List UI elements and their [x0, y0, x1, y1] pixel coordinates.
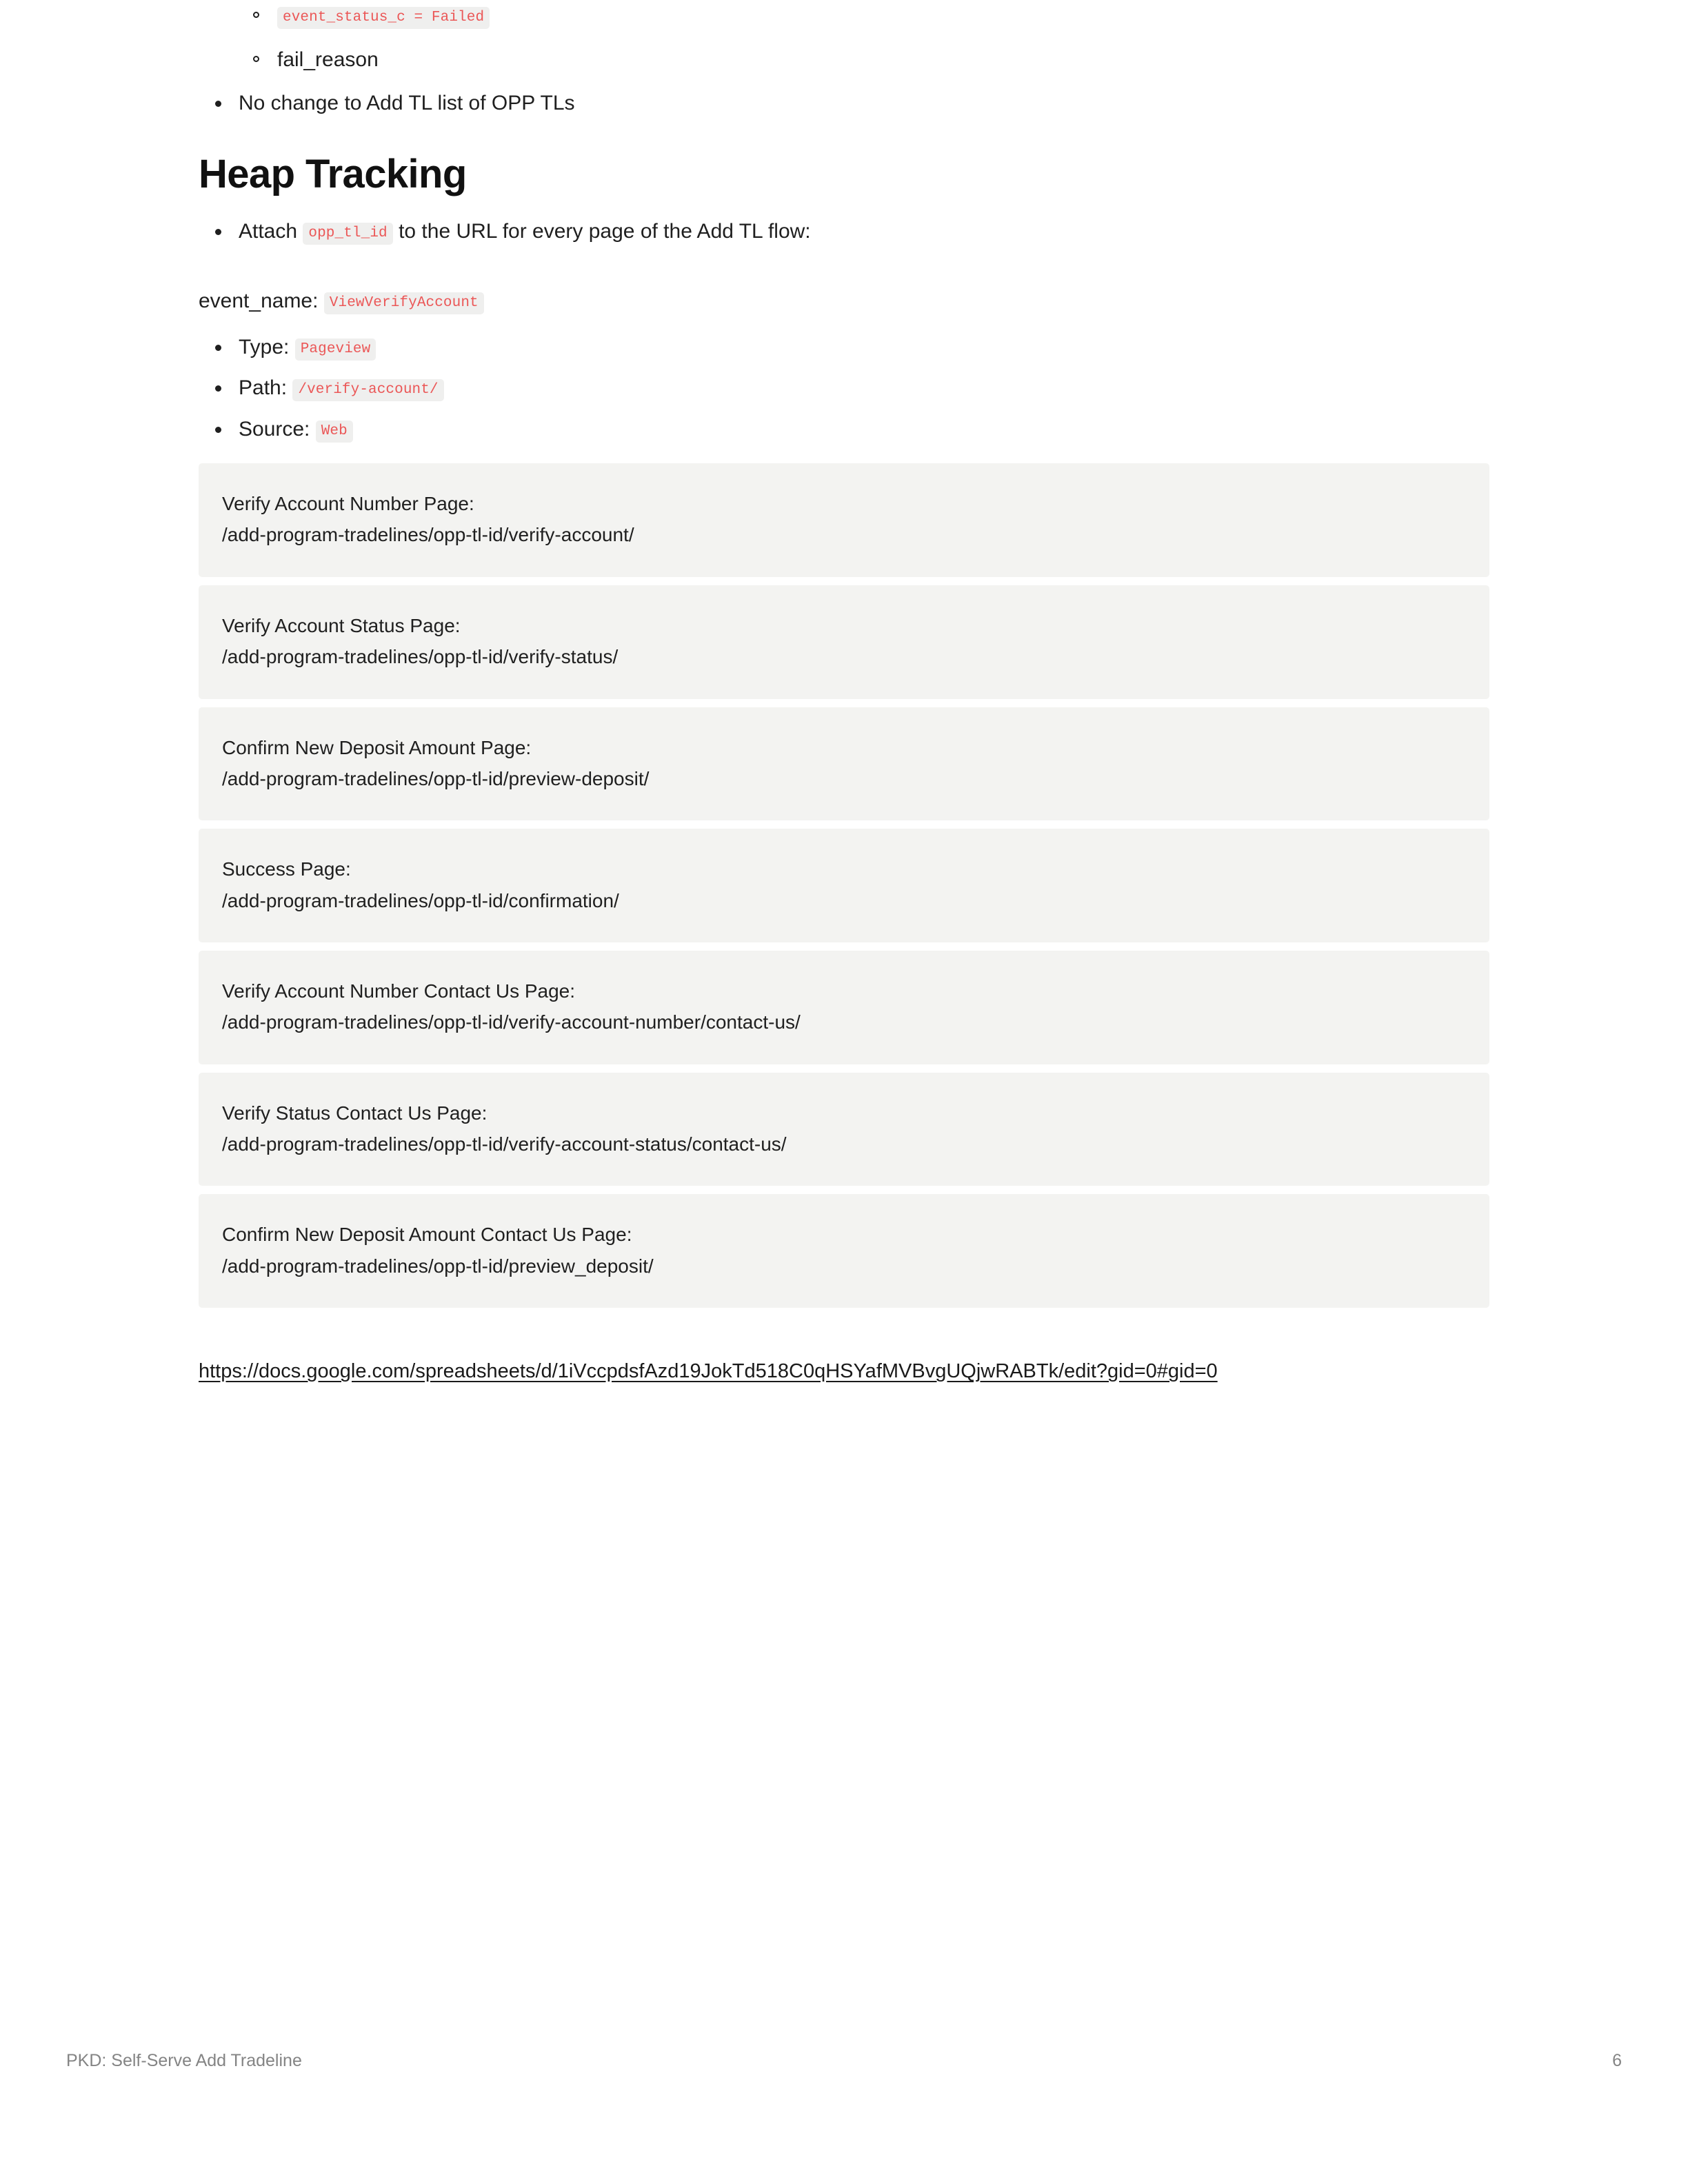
callout-path: /add-program-tradelines/opp-tl-id/verify-account-number/contact-us/: [222, 1011, 801, 1033]
event-properties-list: [199, 332, 1489, 446]
callout-path: /add-program-tradelines/opp-tl-id/verify-status/: [222, 646, 619, 668]
callout-title: Success Page:: [222, 858, 351, 880]
callout-path: /add-program-tradelines/opp-tl-id/confirmation/: [222, 889, 619, 911]
code-chip: ViewVerifyAccount: [324, 292, 484, 314]
event-name-row: [199, 285, 1489, 316]
code-chip: Pageview: [295, 338, 376, 361]
property-label: Type:: [239, 335, 290, 358]
callout-title: Verify Account Number Contact Us Page:: [222, 980, 576, 1002]
callout-title: Confirm New Deposit Amount Contact Us Page:: [222, 1224, 632, 1246]
callout-block: [199, 463, 1489, 577]
list-item: [199, 332, 1489, 364]
callout-path: /add-program-tradelines/opp-tl-id/preview-deposit/: [222, 767, 650, 789]
footer-document-title: PKD: Self-Serve Add Tradeline: [66, 2051, 302, 2070]
callout-title: Verify Account Status Page:: [222, 614, 461, 636]
carryover-sublist-wrapper: [237, 0, 1489, 76]
page-footer: [66, 2051, 1622, 2071]
code-chip: Web: [316, 421, 353, 443]
footer-page-number: 6: [1612, 2051, 1622, 2070]
list-item: [237, 0, 1489, 32]
list-item: [199, 414, 1489, 446]
callout-block: [199, 829, 1489, 942]
carryover-list: [199, 88, 1489, 120]
property-label: Path:: [239, 376, 288, 400]
callout-block: [199, 707, 1489, 821]
event-name-label: event_name:: [199, 289, 319, 312]
carryover-sublist: [237, 0, 1489, 76]
callout-block: [199, 1073, 1489, 1186]
list-item: [199, 216, 1489, 248]
callout-block: [199, 951, 1489, 1064]
attach-suffix-text: to the URL for every page of the Add TL flow:: [399, 220, 811, 243]
spreadsheet-link[interactable]: https://docs.google.com/spreadsheets/d/1iVccpdsfAzd19JokTd518C0qHSYafMVBvgUQjwRABTk/edit?gid=0#gid=0: [199, 1360, 1218, 1383]
page-title: Heap Tracking: [199, 151, 467, 196]
attach-prefix-text: Attach: [239, 220, 298, 243]
page-content: [199, 0, 1489, 1383]
callout-title: Verify Status Contact Us Page:: [222, 1102, 488, 1124]
code-chip: /verify-account/: [292, 379, 443, 401]
code-chip: event_status_c = Failed: [277, 7, 490, 29]
code-chip: opp_tl_id: [303, 223, 392, 245]
callout-block: [199, 585, 1489, 699]
property-label: Source:: [239, 417, 310, 441]
callout-path: /add-program-tradelines/opp-tl-id/verify-account-status/contact-us/: [222, 1133, 787, 1155]
list-item: fail_reason: [237, 44, 1489, 77]
list-item: [199, 372, 1489, 405]
callout-block: [199, 1194, 1489, 1308]
page-path-callouts: [199, 463, 1489, 1308]
attach-list: [199, 216, 1489, 248]
callout-title: Verify Account Number Page:: [222, 493, 474, 515]
callout-title: Confirm New Deposit Amount Page:: [222, 736, 532, 758]
list-item: No change to Add TL list of OPP TLs: [199, 88, 1489, 120]
callout-path: /add-program-tradelines/opp-tl-id/verify-account/: [222, 524, 634, 546]
callout-path: /add-program-tradelines/opp-tl-id/preview_deposit/: [222, 1255, 654, 1277]
spreadsheet-link-row: [199, 1360, 1489, 1383]
